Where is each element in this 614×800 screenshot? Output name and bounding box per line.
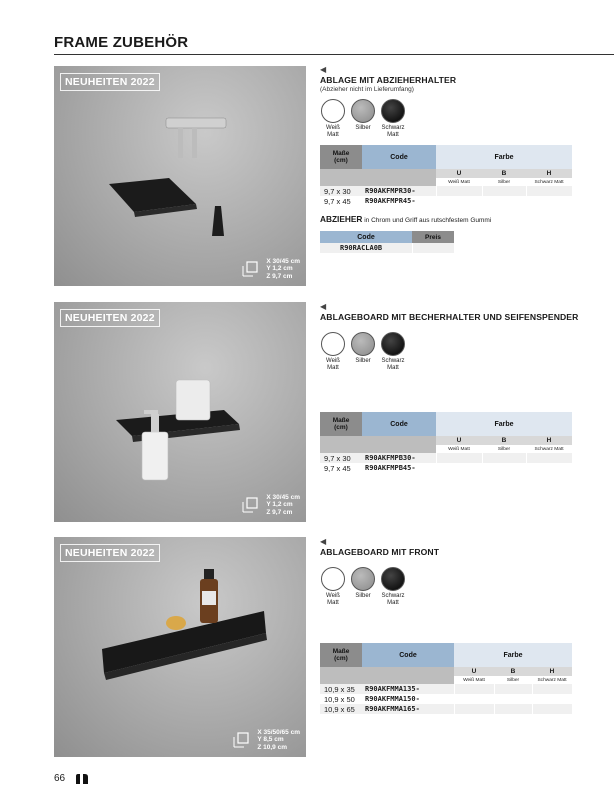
dimensions-label bbox=[240, 258, 300, 281]
table-row: 9,7 x 30 R90AKFMPB30- bbox=[320, 453, 572, 463]
color-swatches bbox=[320, 332, 612, 372]
table-row: R90RACLA0B bbox=[320, 243, 454, 253]
product-photo-ablage-abzieherhalter bbox=[54, 66, 306, 286]
dimensions-icon bbox=[231, 729, 253, 751]
table-row: 10,9 x 50 R90AKFMMA150- bbox=[320, 694, 572, 704]
table-row: 9,7 x 45 R90AKFMPB45- bbox=[320, 463, 572, 473]
product-title: ABLAGE MIT ABZIEHERHALTER bbox=[320, 75, 457, 85]
product-subtitle: (Abzieher nicht im Lieferumfang) bbox=[320, 86, 414, 93]
new-badge: NEUHEITEN 2022 bbox=[60, 73, 160, 91]
product-table: Maße (cm) Code Farbe U B H Weiß Matt Silber Schwarz Matt 9,7 x 30 R90AKFMPB30- 9,7 x 45 R90AKFMPB45- bbox=[320, 412, 572, 473]
dim-y: Y 1,2 cm bbox=[266, 265, 293, 272]
masse-header: Maße (cm) bbox=[320, 145, 362, 169]
brand-logo-icon bbox=[75, 772, 89, 790]
dimensions-label: X 35/50/65 cm Y 8,5 cm Z 10,9 cm bbox=[231, 729, 300, 752]
product-section-2 bbox=[320, 302, 612, 473]
silver-swatch-icon bbox=[351, 99, 375, 123]
new-badge: NEUHEITEN 2022 bbox=[60, 309, 160, 327]
back-arrow-icon: ◀ bbox=[320, 537, 327, 546]
table-row: 10,9 x 65 R90AKFMMA165- bbox=[320, 704, 572, 714]
code-header: Code bbox=[362, 145, 436, 169]
swatch-black: Schwarz Matt bbox=[380, 567, 406, 607]
back-arrow-icon: ◀ bbox=[320, 302, 327, 311]
white-swatch-icon bbox=[321, 332, 345, 356]
zieher-table: Code Preis R90RACLA0B bbox=[320, 231, 454, 253]
farbe-header: Farbe bbox=[436, 145, 572, 169]
swatch-white: Weiß Matt bbox=[320, 567, 346, 607]
product-table: Maße (cm) Code Farbe U B H Weiß Matt Silber Schwarz Matt 10,9 x 35 R90AKFMMA135- 10,9 x 50 R90AKFMMA150- 10,9 x 65 R90AKFMMA165- bbox=[320, 643, 572, 714]
product-photo-becherhalter-seifenspender bbox=[54, 302, 306, 522]
product-title: ABLAGEBOARD MIT BECHERHALTER UND SEIFENSPENDER bbox=[320, 312, 579, 322]
product-section-1 bbox=[320, 65, 612, 253]
swatch-silver: Silber bbox=[350, 567, 376, 607]
dimensions-label: X 30/45 cm Y 1,2 cm Z 9,7 cm bbox=[240, 494, 300, 517]
white-swatch-icon bbox=[321, 567, 345, 591]
swatch-black: Schwarz Matt bbox=[380, 99, 406, 139]
white-swatch-icon bbox=[321, 99, 345, 123]
title-divider bbox=[54, 54, 614, 55]
silver-swatch-icon bbox=[351, 332, 375, 356]
shelf-front-illustration bbox=[54, 537, 306, 757]
silver-swatch-icon bbox=[351, 567, 375, 591]
page-title: FRAME ZUBEHÖR bbox=[54, 34, 189, 51]
product-section-3 bbox=[320, 537, 612, 714]
product-title: ABLAGEBOARD MIT FRONT bbox=[320, 547, 440, 557]
table-row: 10,9 x 35 R90AKFMMA135- bbox=[320, 684, 572, 694]
black-swatch-icon bbox=[381, 332, 405, 356]
dimensions-icon bbox=[240, 494, 262, 516]
swatch-silver: Silber bbox=[350, 99, 376, 139]
black-swatch-icon bbox=[381, 567, 405, 591]
product-photo-ablageboard-front bbox=[54, 537, 306, 757]
table-row: 9,7 x 30 R90AKFMPR30- bbox=[320, 186, 572, 196]
black-swatch-icon bbox=[381, 99, 405, 123]
dim-x: X 30/45 cm bbox=[266, 257, 300, 265]
color-swatches bbox=[320, 99, 612, 139]
back-arrow-icon: ◀ bbox=[320, 65, 327, 74]
new-badge: NEUHEITEN 2022 bbox=[60, 544, 160, 562]
swatch-black: Schwarz Matt bbox=[380, 332, 406, 372]
shelf-squeegee-illustration bbox=[54, 66, 306, 286]
dim-z: Z 9,7 cm bbox=[266, 272, 293, 280]
dimensions-icon bbox=[240, 258, 262, 280]
product-table: Maße (cm) Code Farbe U B H Weiß Matt Silber Schwarz Matt 9,7 x 30 R90AKFMPR30- 9,7 x 45 R90AKFMPR45- bbox=[320, 145, 572, 206]
zieher-title: ABZIEHER in Chrom und Griff aus rutschfestem Gummi bbox=[320, 214, 492, 224]
swatch-white: Weiß Matt bbox=[320, 332, 346, 372]
shelf-cup-dispenser-illustration bbox=[54, 302, 306, 522]
page-number: 66 bbox=[54, 773, 66, 784]
color-swatches bbox=[320, 567, 612, 607]
swatch-white: Weiß Matt bbox=[320, 99, 346, 139]
swatch-silver: Silber bbox=[350, 332, 376, 372]
table-row: 9,7 x 45 R90AKFMPR45- bbox=[320, 196, 572, 206]
